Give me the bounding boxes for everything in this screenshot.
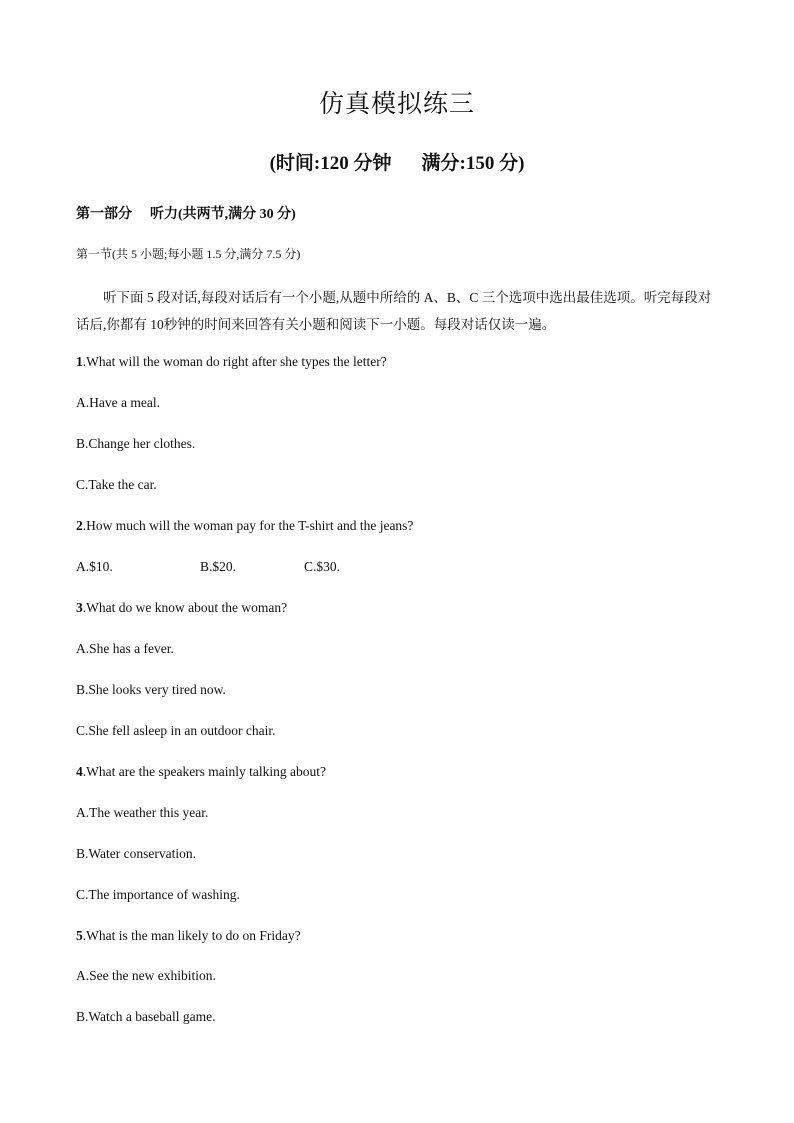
question-text: .What will the woman do right after she types the letter? xyxy=(82,354,387,369)
question-1 xyxy=(76,354,387,370)
question-2-option-a: A.$10. xyxy=(76,559,113,574)
question-4-option-a: A.The weather this year. xyxy=(76,805,209,820)
question-4-option-b: B.Water conservation. xyxy=(76,846,196,861)
question-5-option-b: B.Watch a baseball game. xyxy=(76,1009,216,1024)
question-text: .What are the speakers mainly talking about? xyxy=(82,764,327,779)
question-2 xyxy=(76,518,413,534)
question-3 xyxy=(76,600,287,616)
part-title: 听力(共两节,满分 30 分) xyxy=(150,207,296,222)
part-heading xyxy=(76,203,296,223)
question-4 xyxy=(76,764,326,780)
section-heading: 第一节(共 5 小题;每小题 1.5 分,满分 7.5 分) xyxy=(76,247,301,261)
question-1-option-a: A.Have a meal. xyxy=(76,395,160,410)
exam-info xyxy=(0,148,794,175)
question-3-option-a: A.She has a fever. xyxy=(76,641,174,656)
question-number: 2 xyxy=(76,518,83,533)
question-number: 5 xyxy=(76,928,83,943)
question-number: 3 xyxy=(76,600,83,615)
question-5-option-a: A.See the new exhibition. xyxy=(76,968,216,983)
part-name: 第一部分 xyxy=(76,207,132,222)
exam-score: 满分:150 分) xyxy=(421,153,525,174)
instructions: 听下面 5 段对话,每段对话后有一个小题,从题中所给的 A、B、C 三个选项中选出最佳选项。听完每段对话后,你都有 10秒钟的时间来回答有关小题和阅读下一小题。每段对话仅读一遍。 xyxy=(76,290,712,332)
question-number: 1 xyxy=(76,354,83,369)
question-number: 4 xyxy=(76,764,83,779)
question-text: .How much will the woman pay for the T-shirt and the jeans? xyxy=(82,518,414,533)
page-title: 仿真模拟练三 xyxy=(318,91,475,118)
question-3-option-b: B.She looks very tired now. xyxy=(76,682,226,697)
question-2-options xyxy=(76,559,340,575)
question-3-option-c: C.She fell asleep in an outdoor chair. xyxy=(76,723,276,738)
question-2-option-c: C.$30. xyxy=(304,559,341,574)
question-2-option-b: B.$20. xyxy=(200,559,237,574)
question-1-option-b: B.Change her clothes. xyxy=(76,436,196,451)
question-4-option-c: C.The importance of washing. xyxy=(76,887,240,902)
question-5 xyxy=(76,928,301,944)
question-text: .What do we know about the woman? xyxy=(82,600,288,615)
question-text: .What is the man likely to do on Friday? xyxy=(82,928,301,943)
exam-time: (时间:120 分钟 xyxy=(269,153,392,174)
question-1-option-c: C.Take the car. xyxy=(76,477,157,492)
